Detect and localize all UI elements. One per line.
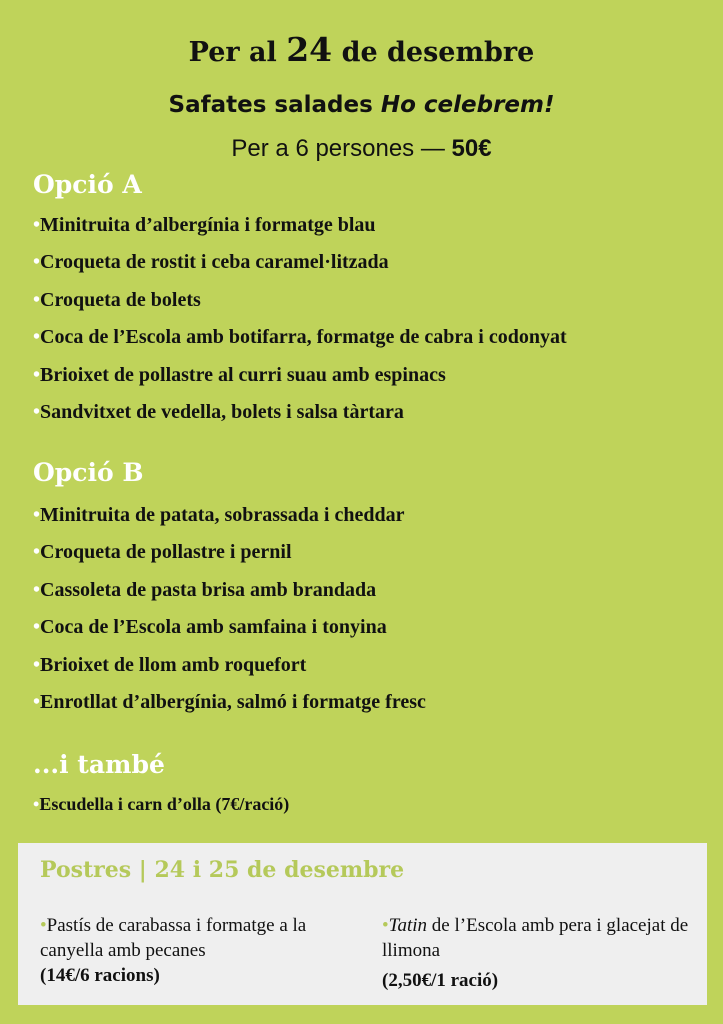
title-day: 24: [286, 30, 333, 69]
dessert-item-2: •Tatin de l’Escola amb pera i glacejat de llimona (2,50€/1 ració): [382, 913, 702, 993]
subtitle: [0, 92, 723, 118]
dessert-item-1-text: Pastís de carabassa i formatge a la canyella amb pecanes: [40, 915, 307, 961]
title-prefix: Per al: [188, 37, 277, 68]
list-item: •Coca de l’Escola amb samfaina i tonyina: [33, 616, 387, 639]
dessert-item-2-italic: Tatin: [388, 915, 428, 936]
list-item: •Croqueta de pollastre i pernil: [33, 541, 292, 564]
persons-line: [0, 135, 723, 163]
list-item: •Sandvitxet de vedella, bolets i salsa tàrtara: [33, 401, 404, 424]
list-item: •Escudella i carn d’olla (7€/ració): [33, 794, 290, 814]
dessert-box: [18, 843, 707, 1005]
list-item: •Minitruita d’albergínia i formatge blau: [33, 214, 376, 236]
page-title: [0, 30, 723, 69]
title-suffix: de desembre: [341, 37, 535, 68]
option-a-title: Opció A: [33, 170, 142, 199]
option-b-title: Opció B: [33, 458, 144, 487]
subtitle-main: Safates salades: [168, 92, 373, 118]
dessert-title: Postres | 24 i 25 de desembre: [40, 857, 405, 883]
persons-price: 50€: [451, 135, 492, 162]
persons-text: Per a 6 persones —: [231, 135, 445, 162]
dessert-item-1: •Pastís de carabassa i formatge a la canyella amb pecanes (14€/6 racions): [40, 913, 360, 988]
option-b-list: [33, 497, 426, 721]
also-list: [33, 786, 289, 823]
also-price: (7€/ració): [215, 794, 290, 814]
dessert-item-2-text: de l’Escola amb pera i glacejat de llimona: [382, 915, 689, 961]
list-item: •Coca de l’Escola amb botifarra, formatge de cabra i codonyat: [33, 326, 567, 349]
dessert-item-2-price: (2,50€/1 ració): [382, 970, 499, 991]
option-a-list: [33, 207, 567, 431]
list-item: •Croqueta de bolets: [33, 288, 201, 311]
list-item: •Brioixet de pollastre al curri suau amb espinacs: [33, 363, 446, 386]
list-item: •Brioixet de llom amb roquefort: [33, 653, 307, 676]
dessert-item-1-price: (14€/6 racions): [40, 965, 160, 986]
list-item: •Cassoleta de pasta brisa amb brandada: [33, 578, 377, 601]
list-item: •Croqueta de rostit i ceba caramel·litzada: [33, 251, 389, 274]
subtitle-em: Ho celebrem!: [380, 92, 555, 118]
list-item: •Enrotllat d’albergínia, salmó i formatge fresc: [33, 691, 426, 714]
also-title: ...i també: [33, 750, 165, 779]
list-item: •Minitruita de patata, sobrassada i cheddar: [33, 504, 405, 526]
